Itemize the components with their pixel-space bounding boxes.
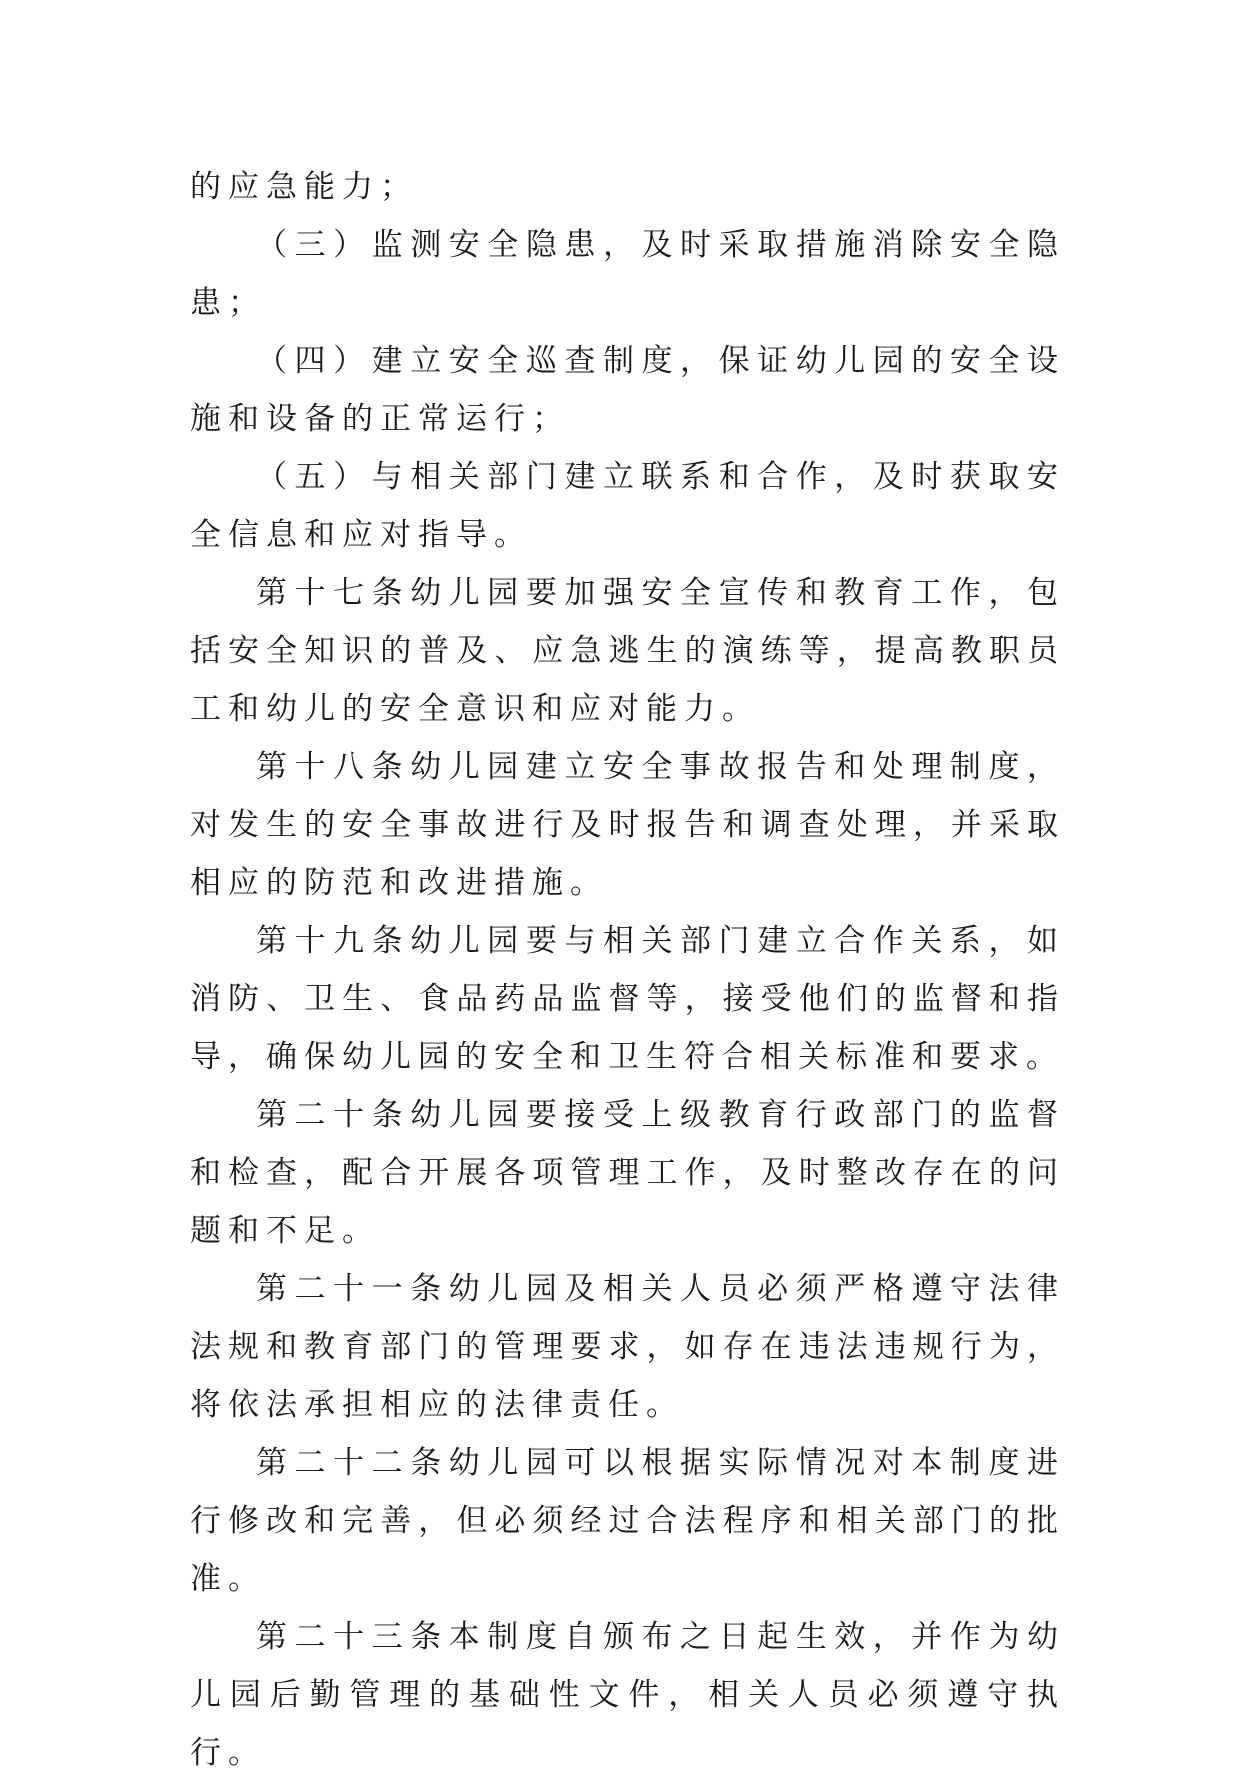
paragraph-item-3: （三）监测安全隐患，及时采取措施消除安全隐患； — [190, 227, 1065, 321]
paragraph-article-23: 第二十三条本制度自颁布之日起生效，并作为幼儿园后勤管理的基础性文件，相关人员必须遵守执行。 — [190, 1619, 1065, 1771]
paragraph-article-20: 第二十条幼儿园要接受上级教育行政部门的监督和检查，配合开展各项管理工作，及时整改存在的问题和不足。 — [190, 1097, 1065, 1249]
paragraph-item-5: （五）与相关部门建立联系和合作，及时获取安全信息和应对指导。 — [190, 459, 1065, 553]
paragraph-emergency-capability: 的应急能力； — [190, 169, 418, 205]
paragraph-article-21: 第二十一条幼儿园及相关人员必须严格遵守法律法规和教育部门的管理要求，如存在违法违规行为，将依法承担相应的法律责任。 — [190, 1271, 1065, 1423]
paragraph-item-4: （四）建立安全巡查制度，保证幼儿园的安全设施和设备的正常运行； — [190, 343, 1065, 437]
paragraph-article-17: 第十七条幼儿园要加强安全宣传和教育工作，包括安全知识的普及、应急逃生的演练等，提高教职员工和幼儿的安全意识和应对能力。 — [190, 575, 1065, 727]
paragraph-article-22: 第二十二条幼儿园可以根据实际情况对本制度进行修改和完善，但必须经过合法程序和相关部门的批准。 — [190, 1445, 1065, 1597]
paragraph-article-18: 第十八条幼儿园建立安全事故报告和处理制度，对发生的安全事故进行及时报告和调查处理，并采取相应的防范和改进措施。 — [190, 749, 1065, 901]
paragraph-article-19: 第十九条幼儿园要与相关部门建立合作关系，如消防、卫生、食品药品监督等，接受他们的监督和指导，确保幼儿园的安全和卫生符合相关标准和要求。 — [190, 923, 1065, 1075]
